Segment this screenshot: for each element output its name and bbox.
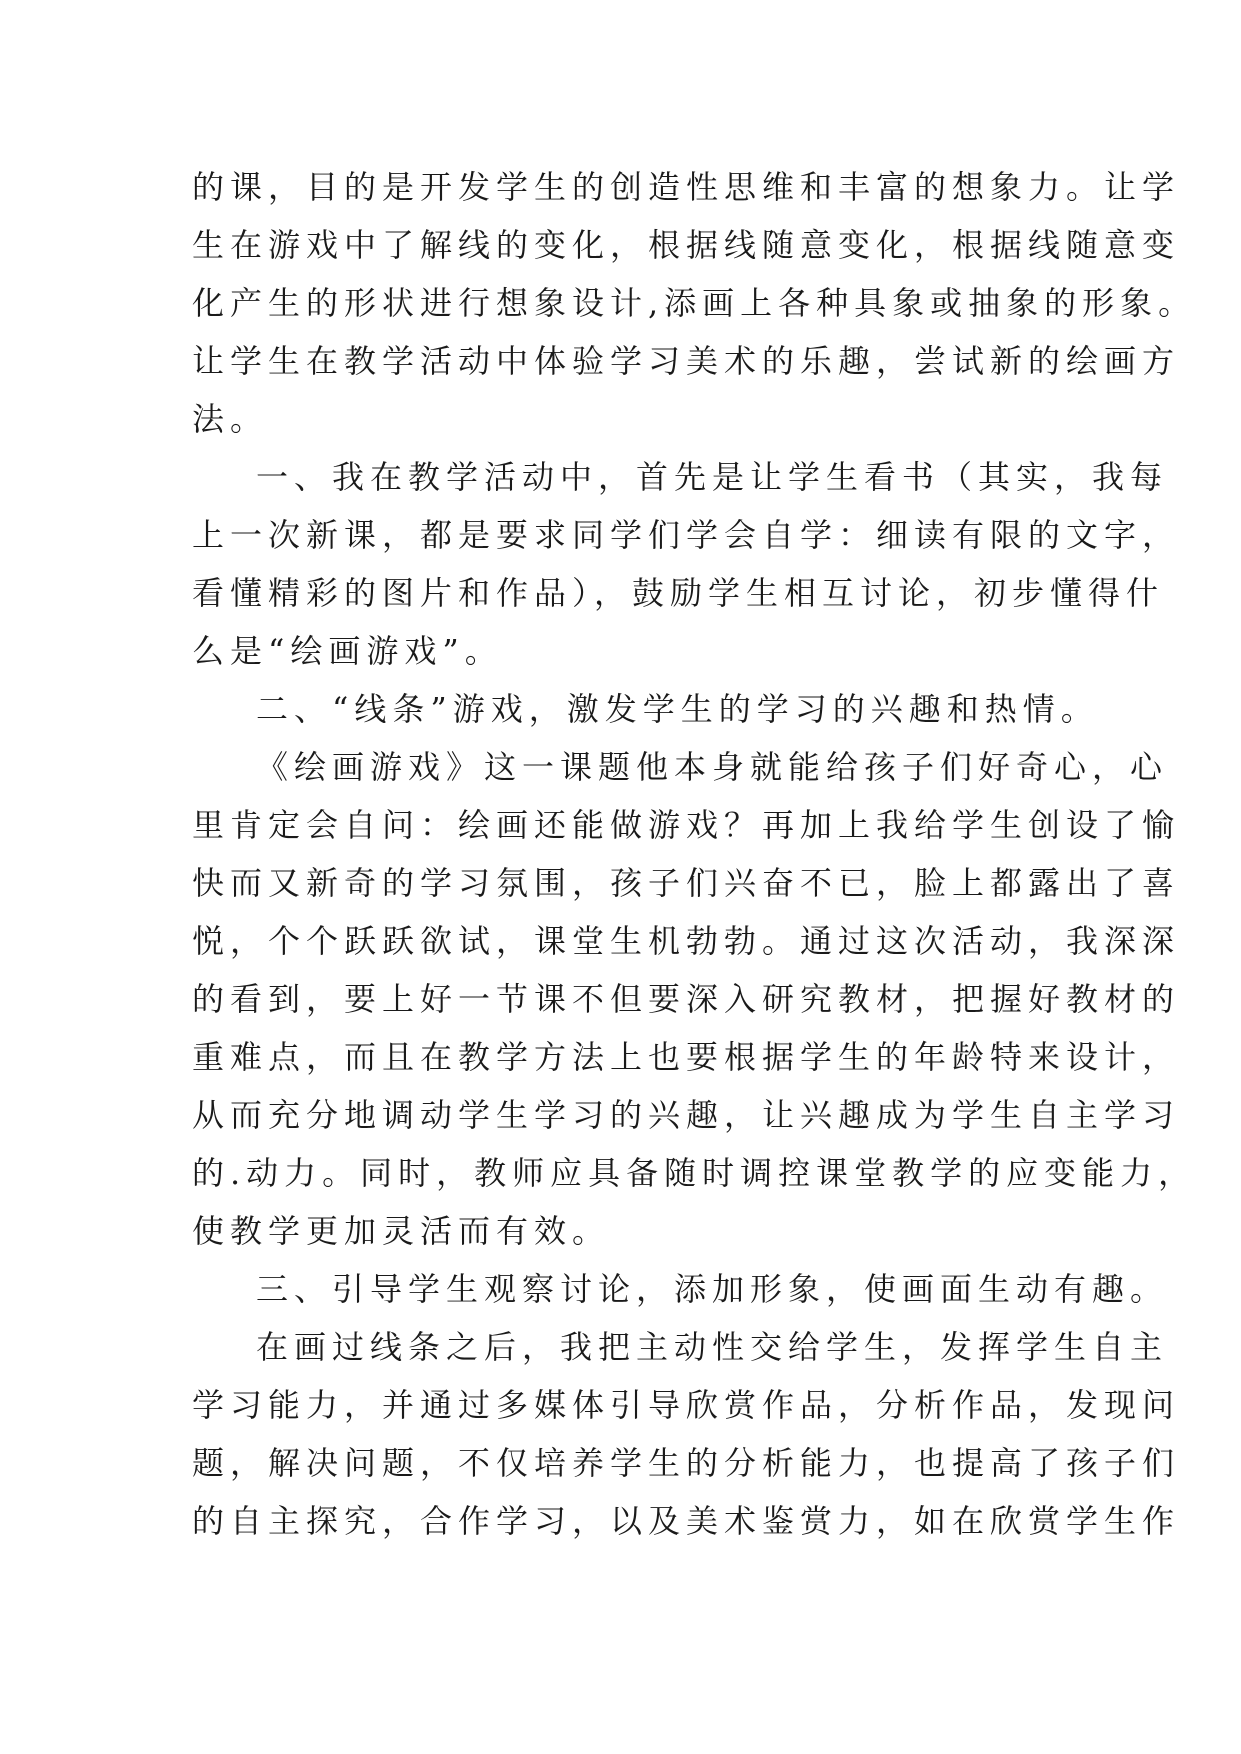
text-line: 上一次新课，都是要求同学们学会自学：细读有限的文字， [192,516,1181,554]
text-line: 悦，个个跃跃欲试，课堂生机勃勃。通过这次活动，我深深 [192,922,1181,960]
text-line: 生在游戏中了解线的变化，根据线随意变化，根据线随意变 [192,226,1181,264]
text-line: 里肯定会自问：绘画还能做游戏？再加上我给学生创设了愉 [192,806,1181,844]
text-line: 的自主探究，合作学习，以及美术鉴赏力，如在欣赏学生作 [192,1502,1181,1540]
text-line: 的看到，要上好一节课不但要深入研究教材，把握好教材的 [192,980,1181,1018]
text-line: 快而又新奇的学习氛围，孩子们兴奋不已，脸上都露出了喜 [192,864,1181,902]
text-line: 《绘画游戏》这一课题他本身就能给孩子们好奇心，心 [256,748,1169,786]
text-line: 化产生的形状进行想象设计,添画上各种具象或抽象的形象。 [192,284,1197,322]
text-line: 么是“绘画游戏”。 [192,632,503,670]
text-line: 从而充分地调动学生学习的兴趣，让兴趣成为学生自主学习 [192,1096,1181,1134]
body-text [192,158,1197,1550]
text-line: 题，解决问题，不仅培养学生的分析能力，也提高了孩子们 [192,1444,1181,1482]
text-line: 使教学更加灵活而有效。 [192,1212,611,1250]
text-line: 的.动力。同时，教师应具备随时调控课堂教学的应变能力， [192,1154,1197,1192]
text-line: 二、“线条”游戏，激发学生的学习的兴趣和热情。 [256,690,1099,728]
text-line: 看懂精彩的图片和作品），鼓励学生相互讨论，初步懂得什 [192,574,1165,612]
text-line: 在画过线条之后，我把主动性交给学生，发挥学生自主 [256,1328,1169,1366]
text-line: 重难点，而且在教学方法上也要根据学生的年龄特来设计， [192,1038,1181,1076]
text-line: 一、我在教学活动中，首先是让学生看书（其实，我每 [256,458,1169,496]
text-line: 让学生在教学活动中体验学习美术的乐趣，尝试新的绘画方 [192,342,1181,380]
text-line: 三、引导学生观察讨论，添加形象，使画面生动有趣。 [256,1270,1169,1308]
text-line: 法。 [192,400,269,438]
text-line: 学习能力，并通过多媒体引导欣赏作品，分析作品，发现问 [192,1386,1181,1424]
text-line: 的课，目的是开发学生的创造性思维和丰富的想象力。让学 [192,168,1181,206]
